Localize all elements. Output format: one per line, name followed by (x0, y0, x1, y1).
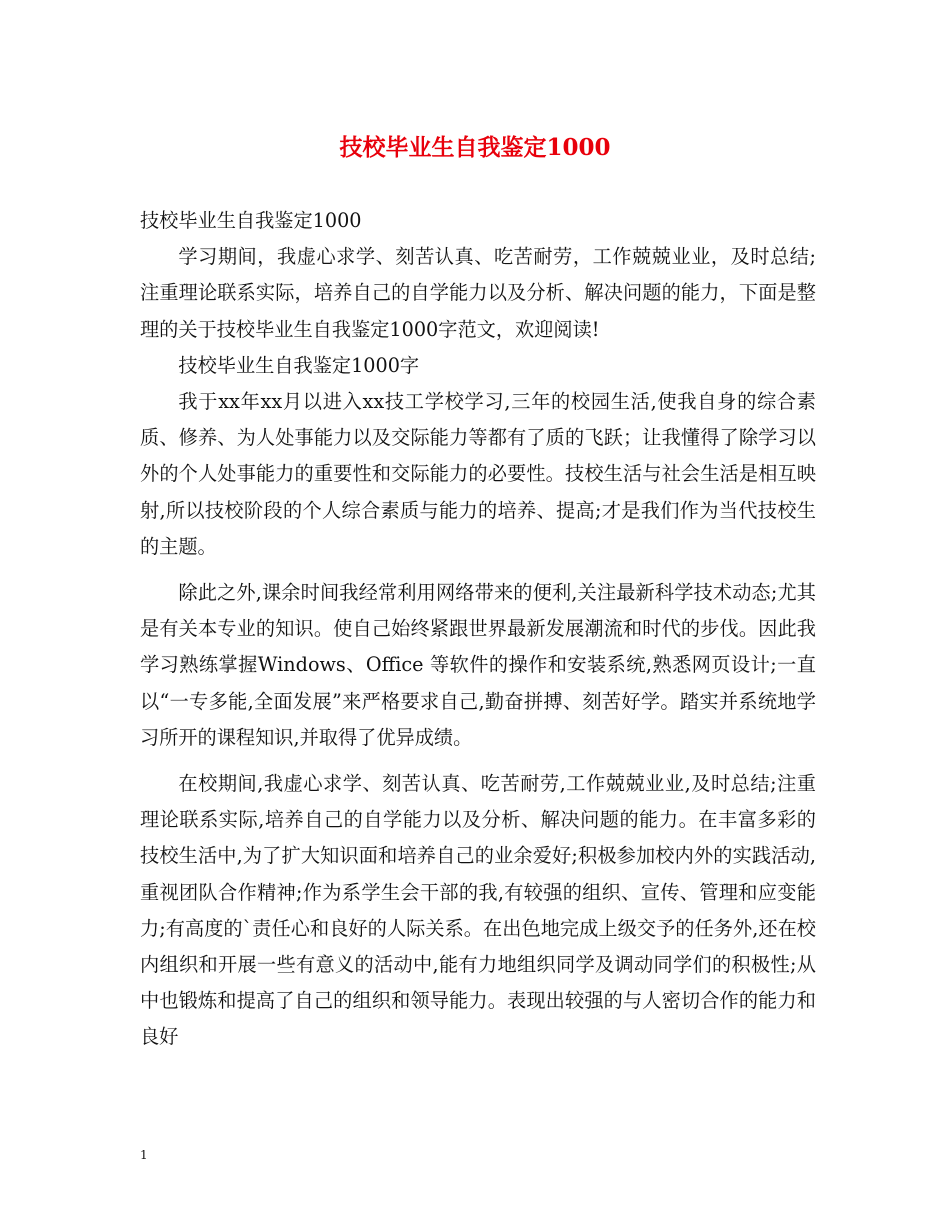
section-heading: 技校毕业生自我鉴定1000字 (178, 353, 420, 377)
document-body (140, 203, 816, 1056)
intro-paragraph: 学习期间，我虚心求学、刻苦认真、吃苦耐劳，工作兢兢业业，及时总结;注重理论联系实际，培养自己的自学能力以及分析、解决问题的能力，下面是整理的关于技校毕业生自我鉴定1000字范文，欢迎阅读! (140, 245, 816, 341)
body-paragraph: 除此之外,课余时间我经常利用网络带来的便利,关注最新科学技术动态;尤其是有关本专业的知识。使自己始终紧跟世界最新发展潮流和时代的步伐。因此我学习熟练掌握Windows、Office 等软件的操作和安装系统,熟悉网页设计;一直以“一专多能,全面发展”来严格要求自己,勤奋拼搏、刻苦好学。踏实并系统地学习所开的课程知识,并取得了优异成绩。 (140, 581, 816, 749)
subtitle-paragraph: 技校毕业生自我鉴定1000 (140, 209, 362, 232)
document-title: 技校毕业生自我鉴定1000 (339, 134, 611, 161)
body-paragraph: 在校期间,我虚心求学、刻苦认真、吃苦耐劳,工作兢兢业业,及时总结;注重理论联系实际,培养自己的自学能力以及分析、解决问题的能力。在丰富多彩的技校生活中,为了扩大知识面和培养自己的业余爱好;积极参加校内外的实践活动,重视团队合作精神;作为系学生会干部的我,有较强的组织、宣传、管理和应变能力;有高度的`责任心和良好的人际关系。在出色地完成上级交予的任务外,还在校内组织和开展一些有意义的活动中,能有力地组织同学及调动同学们的积极性;从中也锻炼和提高了自己的组织和领导能力。表现出较强的与人密切合作的能力和良好 (140, 772, 816, 1049)
body-paragraph: 我于xx年xx月以进入xx技工学校学习,三年的校园生活,使我自身的综合素质、修养、为人处事能力以及交际能力等都有了质的飞跃；让我懂得了除学习以外的个人处事能力的重要性和交际能力的必要性。技校生活与社会生活是相互映射,所以技校阶段的个人综合素质与能力的培养、提高;才是我们作为当代技校生的主题。 (140, 390, 816, 558)
page-number: 1 (140, 1148, 148, 1162)
